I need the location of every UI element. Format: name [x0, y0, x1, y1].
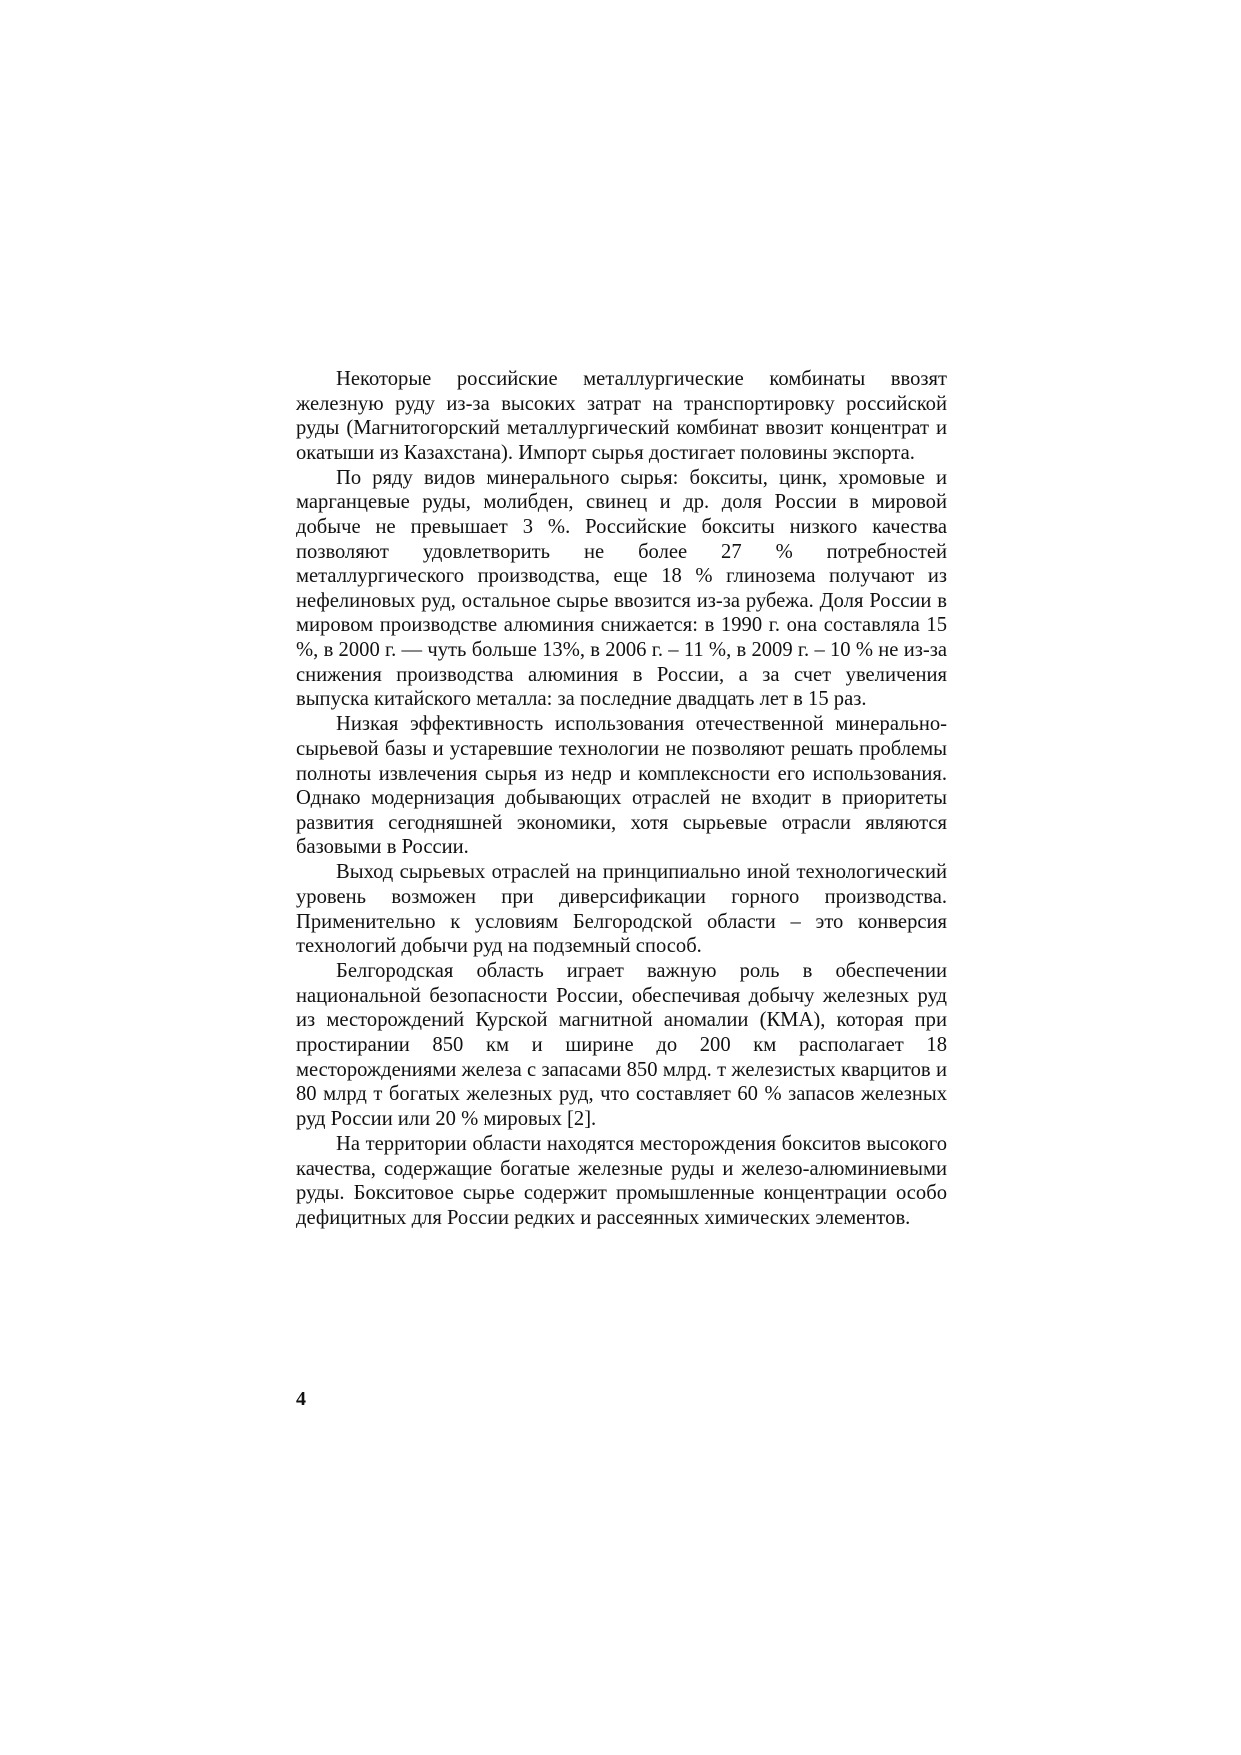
paragraph-4: Выход сырьевых отраслей на принципиально иной технологический уровень возможен при диверсификации горного производства. Применительно к условиям Белгородской области – это конверсия технологий добычи руд на подземный способ. [296, 861, 947, 958]
paragraph-1: Некоторые российские металлургические комбинаты ввозят железную руду из-за высоких затрат на транспортировку российской руды (Магнитогорский металлургический комбинат ввозит концентрат и окатыши из Казахстана). Импорт сырья достигает половины экспорта. [296, 368, 947, 464]
paragraph-2: По ряду видов минерального сырья: бокситы, цинк, хромовые и марганцевые руды, молибден, свинец и др. доля России в мировой добыче не превышает 3 %. Российские бокситы низкого качества позволяют удовлетворить не более 27 % потребностей металлургического производства, еще 18 % глинозема получают из нефелиновых руд, остальное сырье ввозится из-за рубежа. Доля России в мировом производстве алюминия снижается: в 1990 г. она составляла 15 %, в 2000 г. — чуть больше 13%, в 2006 г. – 11 %, в 2009 г. – 10 % не из-за снижения производства алюминия в России, а за счет увеличения выпуска китайского металла: за последние двадцать лет в 15 раз. [296, 466, 947, 711]
paragraph-6: На территории области находятся месторождения бокситов высокого качества, содержащие богатые железные руды и железо-алюминиевыми руды. Бокситовое сырье содержит промышленные концентрации особо дефицитных для России редких и рассеянных химических элементов. [296, 1132, 947, 1229]
paragraph-5: Белгородская область играет важную роль в обеспечении национальной безопасности России, обеспечивая добычу железных руд из месторождений Курской магнитной аномалии (КМА), которая при простирании 850 км и ширине до 200 км располагает 18 месторождениями железа с запасами 850 млрд. т железистых кварцитов и 80 млрд т богатых железных руд, что составляет 60 % запасов железных руд России или 20 % мировых [2]. [296, 960, 947, 1130]
body-text [296, 367, 947, 1231]
paragraph-3: Низкая эффективность использования отечественной минерально-сырьевой базы и устаревшие технологии не позволяют решать проблемы полноты извлечения сырья из недр и комплексности его использования. Однако модернизация добывающих отраслей не входит в приоритеты развития сегодняшней экономики, хотя сырьевые отрасли являются базовыми в России. [296, 713, 947, 859]
page-number: 4 [296, 1388, 306, 1410]
